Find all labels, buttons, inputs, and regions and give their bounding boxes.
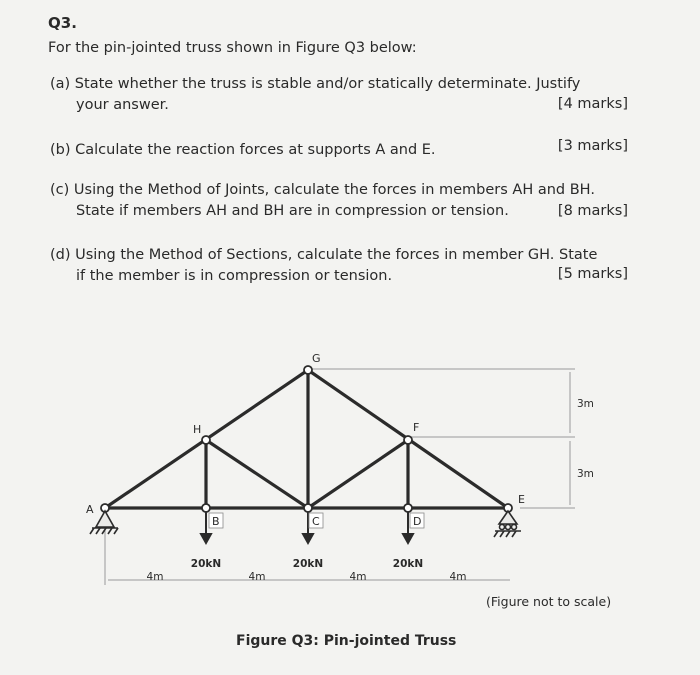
- node-label-b: B: [212, 515, 220, 528]
- load-arrow-d-icon: [403, 534, 413, 543]
- joint-b: [202, 504, 210, 512]
- load-arrows: [201, 512, 413, 543]
- node-label-a: A: [86, 503, 94, 516]
- part-d-line-1: (d) Using the Method of Sections, calculate the forces in member GH. State: [50, 247, 598, 263]
- part-b-marks: [3 marks]: [557, 138, 628, 154]
- question-intro: For the pin-jointed truss shown in Figure Q3 below:: [48, 40, 417, 56]
- part-a-line-2: your answer.: [76, 97, 169, 113]
- load-arrow-c-icon: [303, 534, 313, 543]
- figure-caption: Figure Q3: Pin-jointed Truss: [236, 633, 457, 649]
- joint-g: [304, 366, 312, 374]
- part-b-line-1: (b) Calculate the reaction forces at supports A and E.: [50, 142, 436, 158]
- span-label-ab: 4m: [146, 571, 164, 583]
- question-number: Q3.: [48, 14, 77, 32]
- load-arrow-b-icon: [201, 534, 211, 543]
- node-label-f: F: [413, 421, 420, 434]
- joint-c: [304, 504, 312, 512]
- part-c-marks: [8 marks]: [557, 203, 628, 219]
- node-label-g: G: [312, 352, 321, 365]
- height-label-upper: 3m: [577, 398, 594, 410]
- node-label-e: E: [518, 493, 525, 506]
- load-label-b: 20kN: [190, 558, 222, 570]
- height-label-lower: 3m: [577, 468, 594, 480]
- node-label-c: C: [312, 515, 320, 528]
- joint-f: [404, 436, 412, 444]
- node-label-h: H: [193, 423, 202, 436]
- span-label-cd: 4m: [349, 571, 367, 583]
- span-label-de: 4m: [449, 571, 467, 583]
- node-labels: [86, 352, 525, 528]
- pin-support-a-icon: [90, 511, 118, 534]
- span-label-bc: 4m: [248, 571, 266, 583]
- figure-note: (Figure not to scale): [486, 594, 612, 609]
- part-a-line-1: (a) State whether the truss is stable and/or statically determinate. Justify: [50, 76, 581, 92]
- truss-members: [105, 370, 508, 508]
- member-fc: [308, 440, 408, 508]
- member-hc: [206, 440, 308, 508]
- part-c-line-2: State if members AH and BH are in compression or tension.: [76, 203, 509, 219]
- dimension-guides: [105, 369, 575, 585]
- joint-h: [202, 436, 210, 444]
- roller-support-e-icon: [494, 511, 521, 537]
- load-label-d: 20kN: [392, 558, 424, 570]
- part-a-marks: [4 marks]: [557, 96, 628, 112]
- load-labels: [191, 558, 423, 570]
- load-label-c: 20kN: [292, 558, 324, 570]
- part-d-line-2: if the member is in compression or tension.: [76, 268, 393, 284]
- joint-d: [404, 504, 412, 512]
- node-label-d: D: [413, 515, 422, 528]
- span-labels: [147, 571, 467, 583]
- height-labels: [577, 398, 594, 480]
- part-d-marks: [5 marks]: [557, 266, 628, 282]
- part-c-line-1: (c) Using the Method of Joints, calculate the forces in members AH and BH.: [50, 182, 595, 198]
